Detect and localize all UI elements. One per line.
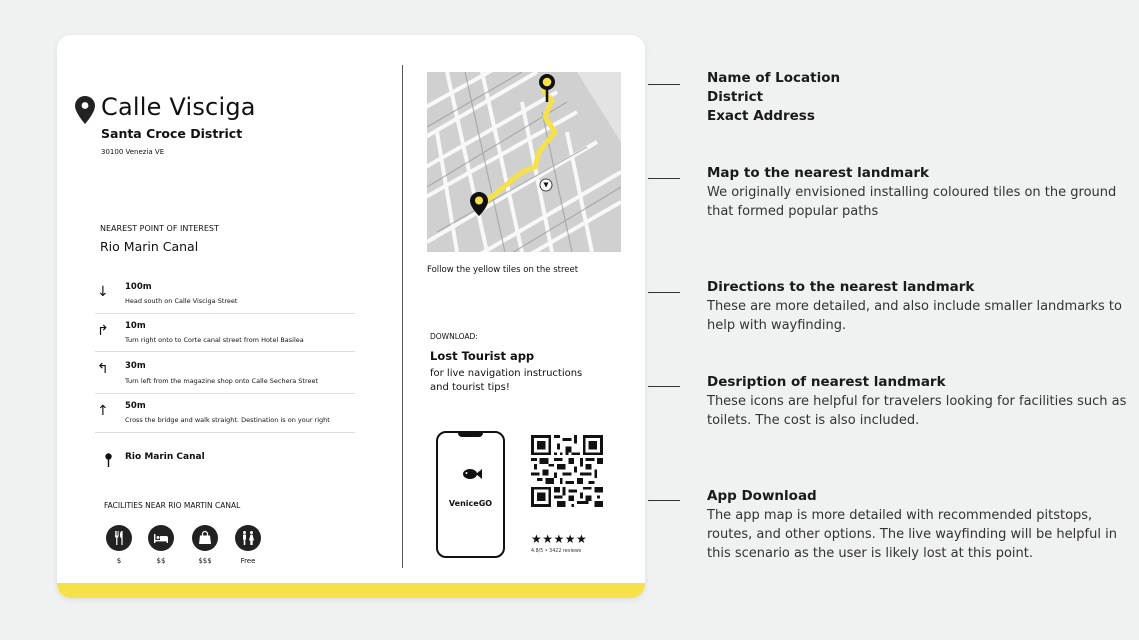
- facility-cost: $$: [156, 557, 166, 565]
- rating-stars: ★★★★★: [531, 532, 588, 546]
- rating-text: 4.8/5 • 3422 reviews: [531, 549, 582, 554]
- directions-list: [95, 275, 355, 433]
- direction-distance: 10m: [125, 321, 146, 331]
- direction-step: [95, 352, 355, 394]
- app-description: for live navigation instructions: [430, 368, 583, 379]
- signage-card: [57, 35, 645, 598]
- annotation-text: this scenario as the user is likely lost at this point.: [707, 546, 1033, 561]
- annotation-text: These icons are helpful for travelers looking for facilities such as: [707, 394, 1127, 409]
- annotation-text: The app map is more detailed with recommended pitstops,: [707, 508, 1093, 523]
- annotation-title: Directions to the nearest landmark: [707, 279, 975, 295]
- download-label: DOWNLOAD:: [430, 332, 478, 341]
- facilities-label: FACILITIES NEAR RIO MARTIN CANAL: [104, 501, 241, 510]
- app-description: and tourist tips!: [430, 382, 510, 393]
- direction-text: Head south on Calle Visciga Street: [125, 297, 238, 305]
- annotation-connector: [648, 178, 680, 179]
- route-map: [427, 72, 621, 252]
- qr-code[interactable]: [531, 435, 603, 507]
- location-pin-icon: [75, 96, 95, 124]
- annotation-text: These are more detailed, and also include smaller landmarks to: [707, 299, 1122, 314]
- annotation-text: routes, and other options. The live wayfinding will be helpful in: [707, 527, 1117, 542]
- accent-bar: [57, 583, 645, 598]
- turn-left-icon: ↰: [97, 361, 109, 377]
- direction-text: Turn right onto to Corte canal street from Hotel Basilea: [125, 336, 304, 344]
- arrow-up-icon: ↑: [97, 403, 109, 419]
- direction-step: [95, 394, 355, 433]
- annotation-text: help with wayfinding.: [707, 318, 847, 333]
- poi-name: Rio Marin Canal: [100, 239, 199, 254]
- annotation-title: App Download: [707, 488, 817, 504]
- annotation-text: We originally envisioned installing coloured tiles on the ground: [707, 185, 1117, 200]
- annotation-connector: [648, 500, 680, 501]
- pin-icon: [105, 453, 112, 467]
- phone-mockup: [436, 431, 505, 558]
- direction-step: [95, 275, 355, 314]
- map-caption: Follow the yellow tiles on the street: [427, 265, 579, 275]
- direction-distance: 100m: [125, 282, 152, 292]
- direction-distance: 50m: [125, 401, 146, 411]
- location-address: 30100 Venezia VE: [101, 148, 165, 156]
- app-name: Lost Tourist app: [430, 349, 535, 363]
- annotation-connector: [648, 292, 680, 293]
- destination-name: Rio Marin Canal: [125, 452, 205, 462]
- location-name: Calle Visciga: [101, 93, 256, 121]
- toilet-icon: [235, 525, 261, 551]
- direction-step: [95, 314, 355, 352]
- annotation-title: Map to the nearest landmark: [707, 165, 929, 181]
- phone-app-name: VeniceGO: [448, 499, 493, 508]
- column-divider: [402, 65, 403, 568]
- shopping-icon: [192, 525, 218, 551]
- annotation-title: District: [707, 89, 764, 105]
- facility-cost: $$$: [198, 557, 212, 565]
- direction-distance: 30m: [125, 361, 146, 371]
- annotation-text: that formed popular paths: [707, 204, 879, 219]
- poi-label: NEAREST POINT OF INTEREST: [100, 224, 219, 233]
- annotation-title: Exact Address: [707, 108, 815, 124]
- fish-logo-icon: [460, 467, 482, 481]
- annotation-title: Name of Location: [707, 70, 841, 86]
- annotation-text: toilets. The cost is also included.: [707, 413, 920, 428]
- facility-cost: $: [116, 557, 122, 565]
- location-district: Santa Croce District: [101, 126, 243, 141]
- arrow-down-icon: ↓: [97, 284, 109, 300]
- turn-right-icon: ↱: [97, 323, 109, 339]
- annotation-title: Desription of nearest landmark: [707, 374, 946, 390]
- facility-cost: Free: [240, 557, 256, 565]
- hotel-icon: [148, 525, 174, 551]
- annotation-connector: [648, 386, 680, 387]
- phone-notch: [458, 432, 483, 437]
- direction-text: Turn left from the magazine shop onto Calle Sechera Street: [125, 377, 319, 385]
- direction-text: Cross the bridge and walk straight. Destination is on your right: [125, 416, 330, 424]
- restaurant-icon: [106, 525, 132, 551]
- annotation-connector: [648, 84, 680, 85]
